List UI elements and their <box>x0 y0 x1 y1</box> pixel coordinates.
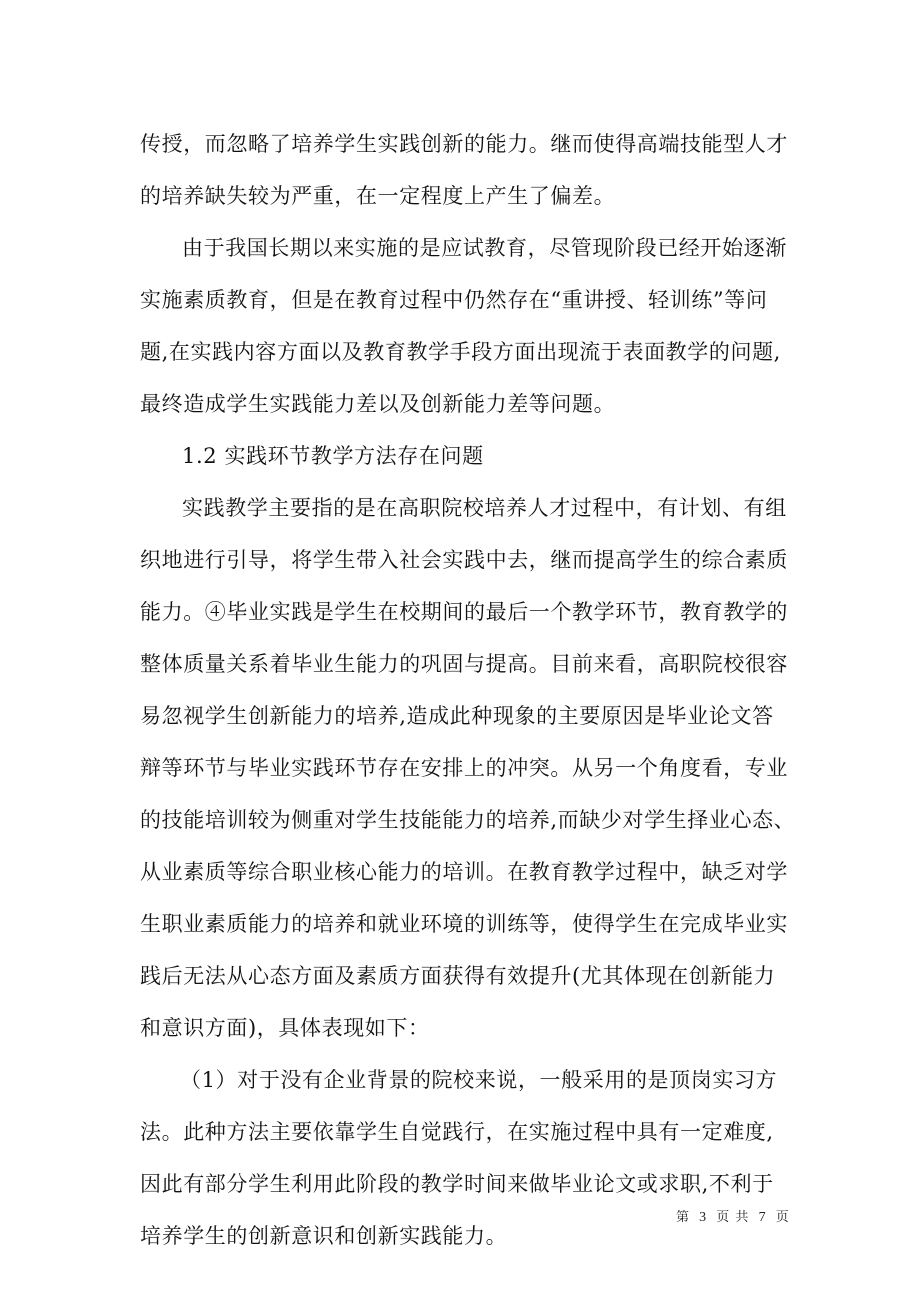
footer-mid: 页 共 <box>716 1210 750 1225</box>
text-line: 由于我国长期以来实施的是应试教育，尽管现阶段已经开始逐渐 <box>182 236 787 260</box>
page-footer <box>676 1206 790 1226</box>
text-line: 生职业素质能力的培养和就业环境的训练等，使得学生在完成毕业实 <box>140 912 788 936</box>
text-line: 题,在实践内容方面以及教育教学手段方面出现流于表面教学的问题, <box>140 340 781 364</box>
text-line: 最终造成学生实践能力差以及创新能力差等问题。 <box>140 392 616 416</box>
text-line: 织地进行引导，将学生带入社会实践中去，继而提高学生的综合素质 <box>140 548 788 572</box>
current-page-number: 3 <box>699 1210 708 1225</box>
text-line: 培养学生的创新意识和创新实践能力。 <box>140 1224 508 1248</box>
text-line: 能力。④毕业实践是学生在校期间的最后一个教学环节，教育教学的 <box>140 600 788 624</box>
body-text <box>140 118 796 1262</box>
text-line: 实践教学主要指的是在高职院校培养人才过程中，有计划、有组 <box>182 496 787 520</box>
text-line: 和意识方面)，具体表现如下： <box>140 1016 430 1040</box>
total-page-number: 7 <box>758 1210 767 1225</box>
text-line: 传授，而忽略了培养学生实践创新的能力。继而使得高端技能型人才 <box>140 132 788 156</box>
text-line: 法。此种方法主要依靠学生自觉践行，在实施过程中具有一定难度, <box>140 1120 774 1144</box>
text-line: 易忽视学生创新能力的培养,造成此种现象的主要原因是毕业论文答 <box>140 704 774 728</box>
text-line: 从业素质等综合职业核心能力的培训。在教育教学过程中，缺乏对学 <box>140 860 788 884</box>
text-line: 整体质量关系着毕业生能力的巩固与提高。目前来看，高职院校很容 <box>140 652 788 676</box>
text-line: （1）对于没有企业背景的院校来说，一般采用的是顶岗实习方 <box>180 1068 778 1092</box>
text-line: 践后无法从心态方面及素质方面获得有效提升(尤其体现在创新能力 <box>140 964 776 988</box>
footer-prefix: 第 <box>676 1210 691 1225</box>
text-line: 因此有部分学生利用此阶段的教学时间来做毕业论文或求职,不利于 <box>140 1172 774 1196</box>
section-heading: 1.2 实践环节教学方法存在问题 <box>182 444 484 468</box>
text-line: 的技能培训较为侧重对学生技能能力的培养,而缺少对学生择业心态、 <box>140 808 796 832</box>
text-line: 辩等环节与毕业实践环节存在安排上的冲突。从另一个角度看，专业 <box>140 756 788 780</box>
text-line: 的培养缺失较为严重，在一定程度上产生了偏差。 <box>140 184 616 208</box>
text-line: 实施素质教育，但是在教育过程中仍然存在“重讲授、轻训练”等问 <box>140 288 768 312</box>
footer-suffix: 页 <box>775 1210 790 1225</box>
